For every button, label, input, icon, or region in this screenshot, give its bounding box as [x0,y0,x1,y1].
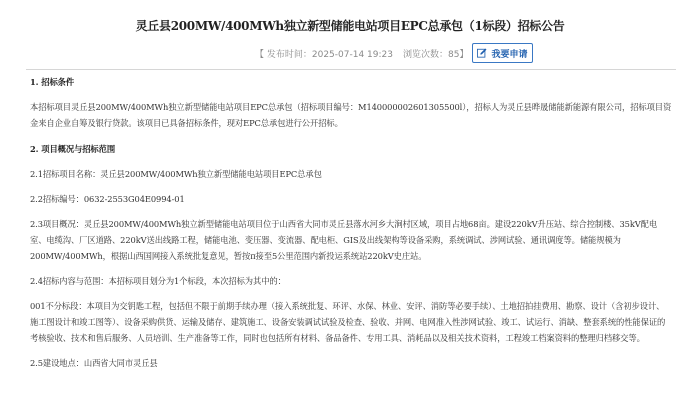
publish-label: 【 发布时间： [255,50,312,60]
page-title: 灵丘县200MW/400MWh独立新型储能电站项目EPC总承包（1标段）招标公告 [135,19,565,33]
section-2-title: 2. 项目概况与招标范围 [30,144,116,154]
paragraph-2-5: 2.5建设地点：山西省大同市灵丘县 [30,358,158,368]
paragraph-2-4: 2.4招标内容与范围：本招标项目划分为1个标段，本次招标为其中的： [30,276,286,286]
paragraph-2-2: 2.2招标编号：0632-2553G04E0994-01 [30,194,185,204]
header-divider [26,69,676,70]
views-suffix: 】 [459,50,469,60]
announcement-body [30,74,672,371]
paragraph-2-3: 2.3项目概况：灵丘县200MW/400MWh独立新型储能电站项目位于山西省大同市灵丘县落水河乡大涧村区域，项目占地68亩。建设220kV升压站、综合控制楼、35kV配电室、电缆沟、厂区道路、220kV送出线路工程，储能电池、变压器、变流器、配电柜、GIS及出线架构等设备采购，系统调试、涉网试验、通讯调度等。储能规模为200MW/400MWh，根据山西国网接入系统批复意见，暂按π接至5公里范围内新投运系统站220kV史庄站。 [30,219,658,261]
section-1-title: 1. 招标条件 [30,77,75,87]
publish-meta [255,47,468,60]
views-count: 85 [448,50,460,60]
views-label: 浏览次数： [402,50,448,60]
paragraph-2-1: 2.1招标项目名称：灵丘县200MW/400MWh独立新型储能电站项目EPC总承包 [30,169,322,179]
paragraph-2-4-body: 001不分标段：本项目为交钥匙工程，包括但不限于前期手续办理（接入系统批复、环评、水保、林业、安评、消防等必要手续）、土地招拍挂费用、勘察、设计（含初步设计、施工图设计和竣工图等）、设备采购供货、运输及储存、建筑施工、设备安装调试试验及检查、验收、并网、电网准入性涉网试验、竣工、试运行、消缺、整套系统的性能保证的考核验收、技术和售后服务、人员培训、生产准备等工作，同时也包括所有材料、备品备件、专用工具、消耗品以及相关技术资料，工程竣工档案资料的整理归档移交等。 [30,301,666,343]
apply-button-label: 我要申请 [491,49,528,60]
edit-icon [477,48,487,58]
section-1-body: 本招标项目灵丘县200MW/400MWh独立新型储能电站项目EPC总承包（招标项目编号：M140000002601305500l），招标人为灵丘县晔晟储能新能源有限公司，招标项目资金来自企业自筹及银行贷款。该项目已具备招标条件，现对EPC总承包进行公开招标。 [30,102,672,128]
apply-button[interactable] [472,43,533,63]
publish-time: 2025-07-14 19:23 [311,50,393,60]
